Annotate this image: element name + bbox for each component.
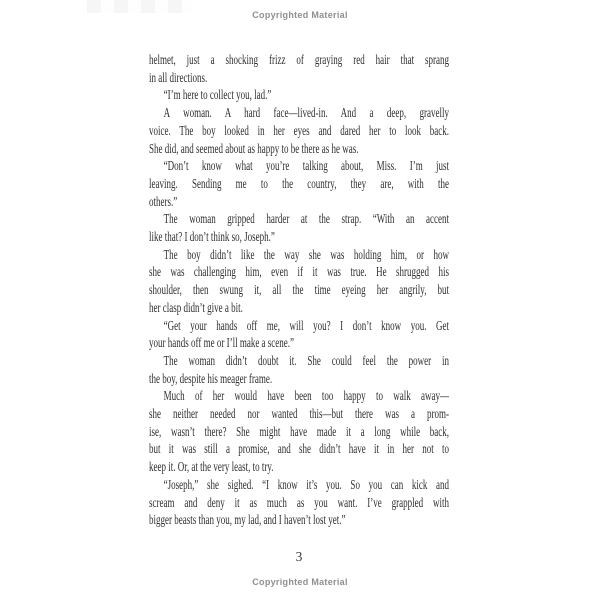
text-line: The woman gripped harder at the strap. “With an accent [163, 211, 450, 227]
text-line: in all directions. [149, 69, 208, 85]
text-line: her clasp didn’t give a bit. [149, 299, 243, 315]
text-line: leaving. Sending me to the country, they are, with the [149, 175, 450, 191]
copyright-notice-bottom: Copyrighted Material [252, 577, 348, 587]
text-line: bigger beasts than you, my lad, and I haven’t lost yet.” [149, 512, 346, 528]
text-line: shoulder, then swung it, all the time eyeing her angrily, but [149, 282, 450, 298]
text-line: voice. The boy looked in her eyes and dared her to look back. [149, 122, 450, 138]
text-line: “Get your hands off me, will you? I don’t know you. Get [163, 317, 450, 333]
text-line: The woman didn’t doubt it. She could feel the power in [163, 352, 450, 368]
text-line: she was challenging him, even if it was true. He shrugged his [149, 264, 450, 280]
page-text [149, 51, 449, 529]
text-line: “Joseph,” she sighed. “I know it’s you. So you can kick and [163, 476, 450, 492]
text-line: ise, wasn’t there? She might have made it a long while back, [149, 423, 450, 439]
text-line: “I’m here to collect you, lad.” [163, 87, 272, 103]
page-number: 3 [295, 549, 303, 564]
text-line: she neither needed nor wanted this—but there was a prom- [149, 406, 450, 422]
text-line: A woman. A hard face—lived-in. And a deep, gravelly [163, 105, 450, 121]
text-line: She did, and seemed about as happy to be there as he was. [149, 140, 359, 156]
copyright-notice-top: Copyrighted Material [252, 10, 348, 20]
text-line: like that? I don’t think so, Joseph.” [149, 229, 275, 245]
text-line: keep it. Or, at the very least, to try. [149, 459, 274, 475]
text-line: helmet, just a shocking frizz of graying red hair that sprang [149, 52, 450, 67]
text-line: your hands off me or I’ll make a scene.” [149, 335, 295, 351]
text-line: scream and deny it as much as you want. I’ve grappled with [149, 494, 450, 510]
text-line: the boy, despite his meager frame. [149, 370, 273, 386]
text-line: “Don’t know what you’re talking about, Miss. I’m just [163, 158, 450, 174]
text-line: others.” [149, 193, 178, 209]
text-line: Much of her would have been too happy to walk away— [163, 388, 450, 404]
text-line: The boy didn’t like the way she was holding him, or how [163, 246, 450, 262]
text-line: but it was still a promise, and she didn’t have it in her not to [149, 441, 450, 457]
